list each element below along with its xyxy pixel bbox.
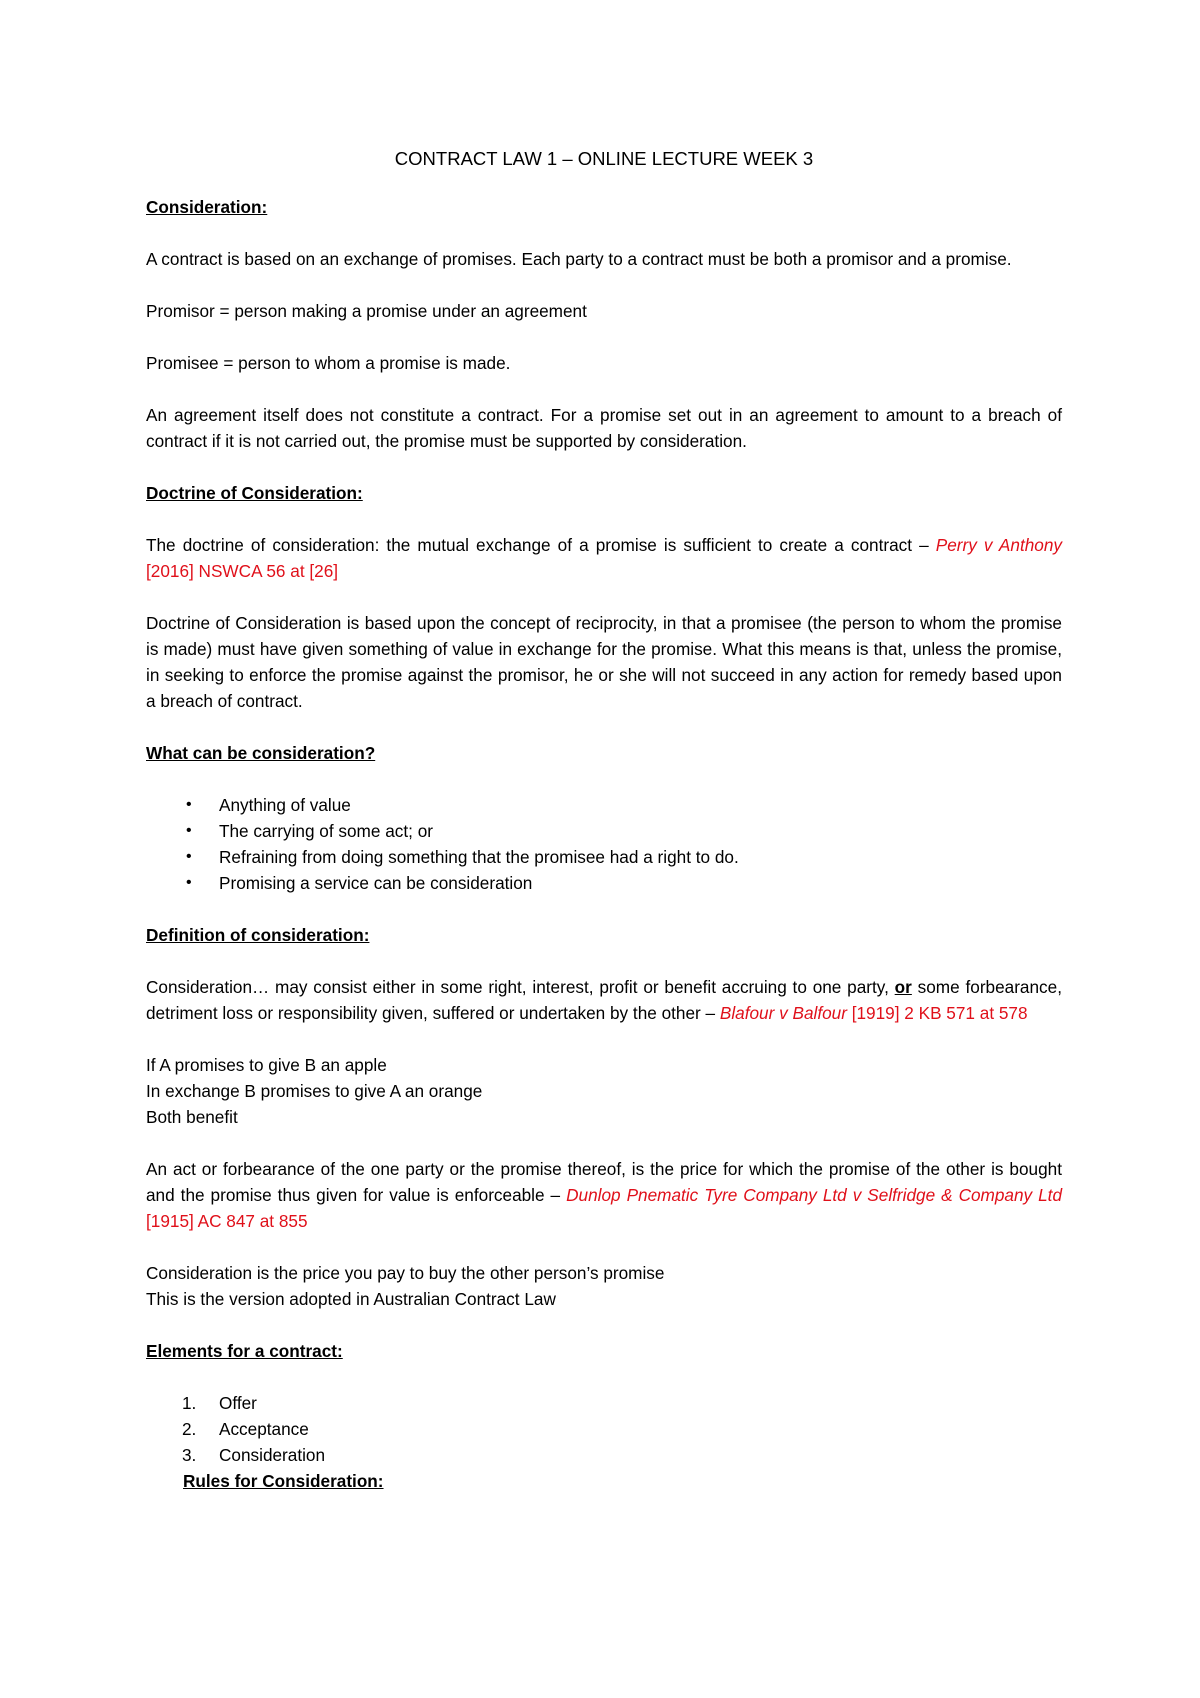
example-line: Both benefit bbox=[146, 1107, 238, 1127]
bullet-icon: • bbox=[186, 822, 192, 839]
case-name-dunlop: Dunlop Pnematic Tyre Company Ltd v Selfridge & Company Ltd bbox=[566, 1185, 1063, 1205]
list-item bbox=[146, 1416, 1062, 1442]
list-item bbox=[146, 1442, 1062, 1468]
list-item-text: Consideration bbox=[219, 1445, 326, 1465]
list-number: 1. bbox=[182, 1393, 197, 1413]
definition-text-a: Consideration… may consist either in some right, interest, profit or benefit accruing to one party, bbox=[146, 977, 895, 997]
list-item bbox=[146, 818, 1062, 844]
list-item-text: The carrying of some act; or bbox=[219, 821, 433, 841]
bullet-icon: • bbox=[186, 874, 192, 891]
definition-text-b: some forbearance, detriment loss or responsibility given, suffered or undertaken by the other – bbox=[146, 977, 1062, 1023]
page-title: CONTRACT LAW 1 – ONLINE LECTURE WEEK 3 bbox=[394, 148, 814, 169]
price-lines bbox=[146, 1260, 1062, 1312]
heading-doctrine: Doctrine of Consideration: bbox=[146, 483, 363, 503]
heading-elements: Elements for a contract: bbox=[146, 1341, 343, 1361]
consideration-bullet-list bbox=[146, 792, 1062, 896]
list-item bbox=[146, 844, 1062, 870]
case-citation-balfour: [1919] 2 KB 571 at 578 bbox=[846, 1003, 1028, 1023]
list-item-text: Refraining from doing something that the promisee had a right to do. bbox=[219, 847, 739, 867]
heading-consideration: Consideration: bbox=[146, 197, 268, 217]
paragraph-reciprocity: Doctrine of Consideration is based upon the concept of reciprocity, in that a promisee (the person to whom the promise is made) must have given something of value in exchange for the promise. What this means is that, unless the promise, in seeking to enforce the promise against the promisor, he or she will not succeed in any action for remedy based upon a breach of contract. bbox=[146, 613, 1062, 711]
elements-numbered-list bbox=[146, 1390, 1062, 1468]
case-citation-dunlop: [1915] AC 847 at 855 bbox=[146, 1211, 308, 1231]
case-name-perry: Perry v Anthony bbox=[935, 535, 1062, 555]
paragraph-agreement-not-contract: An agreement itself does not constitute a contract. For a promise set out in an agreement to amount to a breach of contract if it is not carried out, the promise must be supported by consideration. bbox=[146, 405, 1062, 451]
bullet-icon: • bbox=[186, 796, 192, 813]
paragraph-consideration-definition bbox=[146, 974, 1062, 1026]
list-item-text: Offer bbox=[219, 1393, 257, 1413]
list-item bbox=[146, 870, 1062, 896]
list-number: 3. bbox=[182, 1445, 197, 1465]
document-body bbox=[146, 146, 1062, 1520]
price-line: Consideration is the price you pay to buy the other person’s promise bbox=[146, 1263, 665, 1283]
list-item-text: Promising a service can be consideration bbox=[219, 873, 533, 893]
list-item bbox=[146, 1390, 1062, 1416]
dunlop-text: An act or forbearance of the one party or the promise thereof, is the price for which the promise of the other is bought and the promise thus given for value is enforceable – bbox=[146, 1159, 1062, 1205]
paragraph-promisee-definition: Promisee = person to whom a promise is made. bbox=[146, 353, 511, 373]
doctrine-text: The doctrine of consideration: the mutual exchange of a promise is sufficient to create a contract – bbox=[146, 535, 936, 555]
heading-rules: Rules for Consideration: bbox=[183, 1471, 384, 1491]
case-citation-perry: [2016] NSWCA 56 at [26] bbox=[146, 561, 339, 581]
list-item-text: Acceptance bbox=[219, 1419, 309, 1439]
list-number: 2. bbox=[182, 1419, 197, 1439]
example-line: If A promises to give B an apple bbox=[146, 1055, 387, 1075]
paragraph-promisor-definition: Promisor = person making a promise under an agreement bbox=[146, 301, 587, 321]
emphasis-or: or bbox=[894, 977, 912, 997]
example-line: In exchange B promises to give A an orange bbox=[146, 1081, 483, 1101]
list-item-text: Anything of value bbox=[219, 795, 351, 815]
list-item bbox=[146, 792, 1062, 818]
paragraph-exchange-of-promises: A contract is based on an exchange of promises. Each party to a contract must be both a promisor and a promise. bbox=[146, 249, 1012, 269]
bullet-icon: • bbox=[186, 848, 192, 865]
example-lines bbox=[146, 1052, 1062, 1130]
price-line: This is the version adopted in Australian Contract Law bbox=[146, 1289, 556, 1309]
paragraph-doctrine-definition bbox=[146, 532, 1062, 584]
case-name-balfour: Blafour v Balfour bbox=[719, 1003, 847, 1023]
paragraph-dunlop bbox=[146, 1156, 1062, 1234]
heading-definition: Definition of consideration: bbox=[146, 925, 370, 945]
heading-what-can-be-consideration: What can be consideration? bbox=[146, 743, 376, 763]
